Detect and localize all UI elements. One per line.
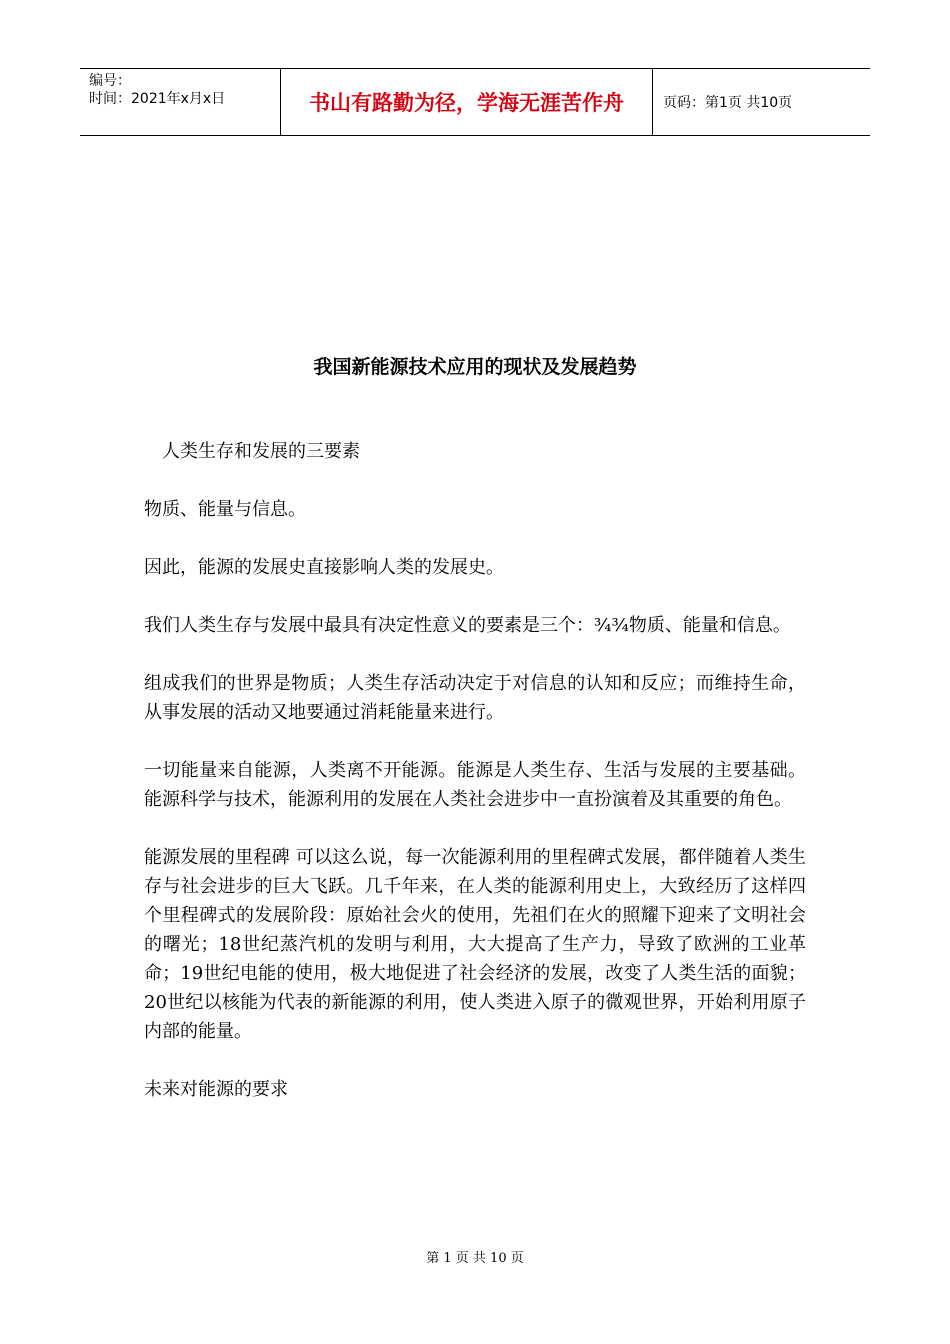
paragraph: 能源发展的里程碑 可以这么说，每一次能源利用的里程碑式发展，都伴随着人类生存与社会进步的巨大飞跃。几千年来，在人类的能源利用史上，大致经历了这样四个里程碑式的发展阶段：原始社会火的使用，先祖们在火的照耀下迎来了文明社会的曙光；18世纪蒸汽机的发明与利用，大大提高了生产力，导致了欧洲的工业革命；19世纪电能的使用，极大地促进了社会经济的发展，改变了人类生活的面貌；20世纪以核能为代表的新能源的利用，使人类进入原子的微观世界，开始利用原子内部的能量。 (144, 847, 806, 1042)
number-label: 编号： (89, 73, 131, 89)
paragraph: 一切能量来自能源，人类离不开能源。能源是人类生存、生活与发展的主要基础。能源科学与技术，能源利用的发展在人类社会进步中一直扮演着及其重要的角色。 (144, 760, 806, 810)
paragraph: 我们人类生存与发展中最具有决定性意义的要素是三个：¾¾物质、能量和信息。 (144, 615, 791, 636)
header-meta-cell (80, 69, 281, 135)
paragraph: 未来对能源的要求 (144, 1079, 288, 1100)
paragraph: 物质、能量与信息。 (144, 499, 306, 520)
motto-text: 书山有路勤为径，学海无涯苦作舟 (309, 91, 624, 115)
document-body (144, 437, 806, 1133)
document-title: 我国新能源技术应用的现状及发展趋势 (313, 356, 637, 378)
paragraph: 因此，能源的发展史直接影响人类的发展史。 (144, 557, 504, 578)
page-info: 页码：第1页 共10页 (663, 95, 793, 111)
header-page-cell (653, 69, 870, 135)
page-header (80, 68, 870, 136)
paragraph: 人类生存和发展的三要素 (162, 441, 360, 462)
header-motto-cell (281, 69, 653, 135)
time-label: 时间：2021年x月x日 (89, 91, 226, 107)
paragraph: 组成我们的世界是物质；人类生存活动决定于对信息的认知和反应；而维持生命，从事发展的活动又地要通过消耗能量来进行。 (144, 673, 806, 723)
page-footer: 第 1 页 共 10 页 (426, 1251, 524, 1266)
